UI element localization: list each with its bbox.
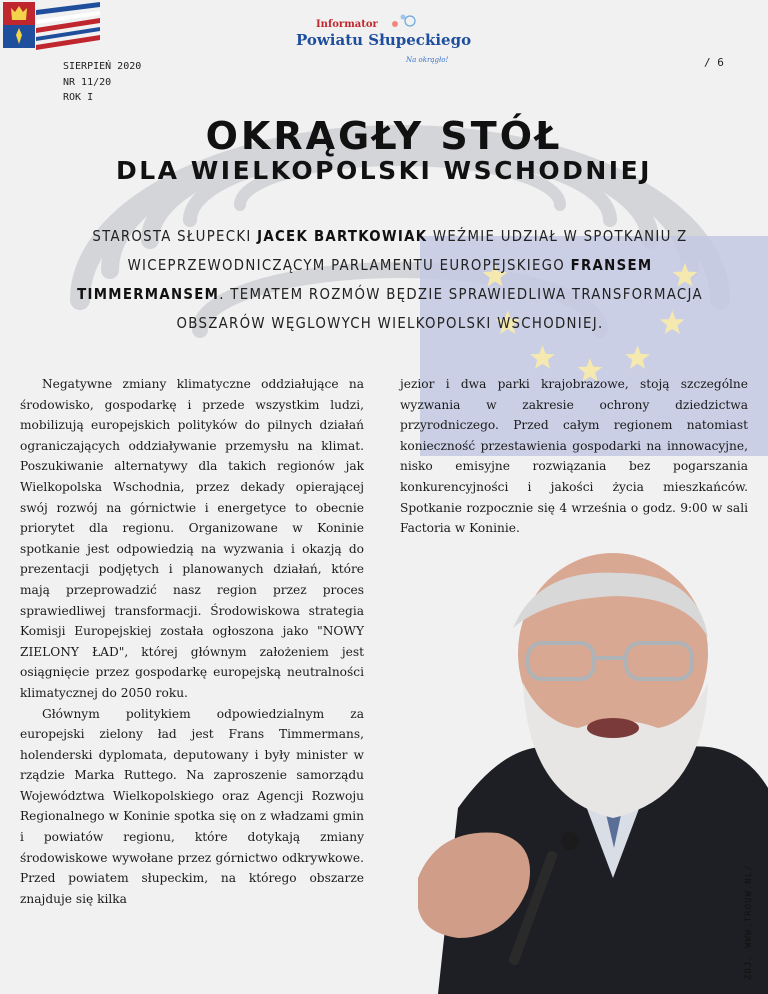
- eu-star-icon: [625, 345, 650, 369]
- article-column-left: [20, 374, 364, 909]
- lead-text-3: . TEMATEM ROZMÓW BĘDZIE SPRAWIEDLIWA TRANSFORMACJA OBSZARÓW WĘGLOWYCH WIELKOPOLSKI WSCHODNIEJ.: [176, 286, 703, 332]
- logo-informator: Informator: [316, 19, 378, 30]
- issue-number: NR 11/20: [63, 76, 112, 88]
- lead-paragraph: [70, 222, 710, 338]
- lead-name-bartkowiak: JACEK BARTKOWIAK: [257, 228, 428, 245]
- eu-star-icon: [530, 345, 555, 369]
- headline-line-2: DLA WIELKOPOLSKI WSCHODNIEJ: [116, 156, 652, 185]
- issue-meta: [63, 59, 141, 106]
- publication-logo: [290, 10, 490, 66]
- county-crest-icon: [2, 2, 36, 50]
- lead-text-2: WEŹMIE UDZIAŁ W SPOTKANIU Z WICEPRZEWODNICZĄCYM PARLAMENTU EUROPEJSKIEGO: [127, 228, 688, 274]
- lead-name-timmermans: FRANSEM TIMMERMANSEM: [77, 257, 653, 303]
- article-paragraph: Głównym politykiem odpowiedzialnym za europejski zielony ład jest Frans Timmermans, holenderski dyplomata, deputowany i były minister w rządzie Marka Ruttego. Na zaproszenie samorządu Województwa Wielkopolskiego oraz Agencji Rozwoju Regionalnego w Koninie spotka się on z władzami gmin i powiatów regionu, które dotykają zmiany środowiskowe wywołane przez górnictwo odkrywkowe. Przed powiatem słupeckim, na którego obszarze znajduje się kilka: [20, 706, 364, 906]
- lead-text-1: STAROSTA SŁUPECKI: [92, 228, 258, 245]
- article-paragraph: jezior i dwa parki krajobrazowe, stoją szczególne wyzwania w zakresie ochrony dziedzictwa przyrodniczego. Przed całym regionem natomiast konieczność przestawienia gospodarki na innowacyjne, nisko emisyjne rozwiązania bez pogarszania konkurencyjności i jakości życia mieszkańców. Spotkanie rozpocznie się 4 września o godz. 9:00 w sali Factoria w Koninie.: [400, 377, 748, 536]
- header-stripes: [36, 2, 100, 50]
- logo-title: Powiatu Słupeckiego: [296, 31, 472, 49]
- article-paragraph: Negatywne zmiany klimatyczne oddziałujące na środowisko, gospodarkę i przede wszystkim ludzi, mobilizują europejskich polityków do pilnych działań ograniczających oddziaływanie przemysłu na klimat. Poszukiwanie alternatywy dla takich regionów jak Wielkopolska Wschodnia, przez dekady opierającej swój rozwój na górnictwie i energetyce to obecnie priorytet dla regionu. Organizowane w Koninie spotkanie jest odpowiedzią na wyzwania i okazją do prezentacji podjętych i planowanych działań, które mają przeprowadzić nasz region przez proces sprawiedliwej transformacji. Środowiskowa strategia Komisji Europejskiej została ogłoszona jako "NOWY ZIELONY ŁAD", której głównym założeniem jest osiągnięcie przez gospodarkę europejską neutralności klimatycznej do 2050 roku.: [20, 377, 364, 700]
- issue-year: ROK I: [63, 92, 94, 103]
- photo-credit: ZDJ. WWW.TROUW.NL/: [744, 864, 754, 980]
- logo-tagline: Na okrągło!: [406, 56, 449, 64]
- logo-dots-icon: [388, 10, 418, 32]
- article-column-right: [400, 374, 748, 539]
- headline-line-1: OKRĄGŁY STÓŁ: [205, 114, 563, 158]
- portrait-photo: [418, 548, 768, 994]
- issue-date: SIERPIEŃ 2020: [63, 61, 142, 72]
- page-number: / 6: [704, 56, 724, 69]
